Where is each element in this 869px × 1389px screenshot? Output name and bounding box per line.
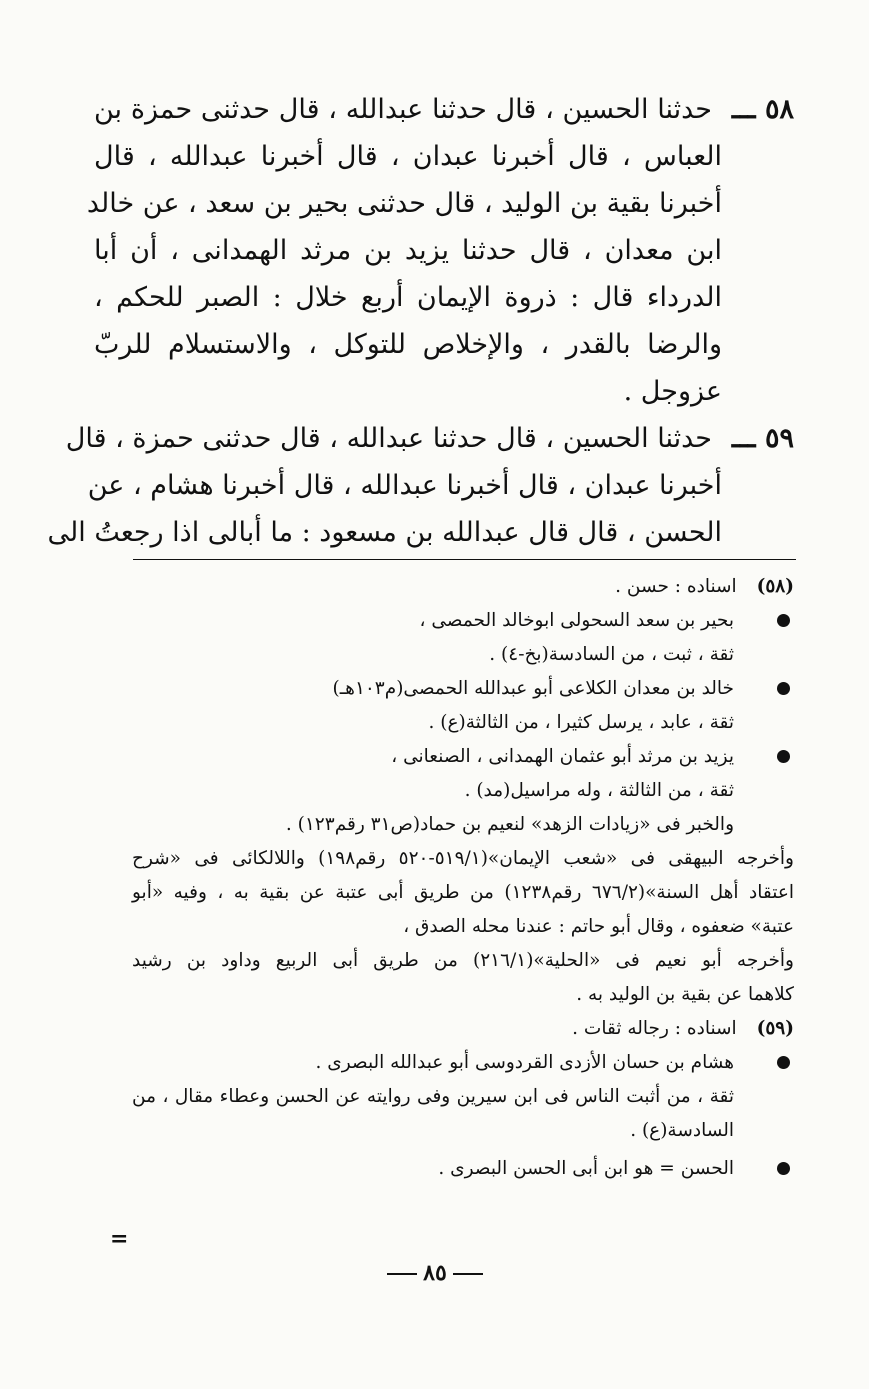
- hadith-58: [86, 86, 794, 415]
- text-line: والرضا بالقدر ، والإخلاص للتوكل ، والاستسلام للربّ: [94, 329, 722, 360]
- hadith-number: ٥٩ ـــ: [731, 423, 794, 454]
- page-number-text: ٨٥: [423, 1260, 447, 1286]
- narrator-item: [132, 1046, 734, 1080]
- footnotes: [132, 570, 794, 1186]
- text-line: حدثنا الحسين ، قال حدثنا عبدالله ، قال حدثنى حمزة ، قال: [65, 423, 712, 454]
- page-number: [360, 1260, 510, 1286]
- dash-right: [453, 1273, 483, 1275]
- note-header-59: [132, 1012, 794, 1046]
- takhrij-line: اعتقاد أهل السنة»(٦٧٦/٢ رقم١٢٣٨) من طريق أبى عتبة عن بقية به ، وفيه «أبو: [132, 882, 794, 903]
- narrator-grade: ثقة ، من أثبت الناس فى ابن سيرين وفى روايته عن الحسن وعطاء مقال ، من: [132, 1086, 734, 1107]
- hadith-number: ٥٨ ـــ: [731, 94, 794, 125]
- text-line: الدرداء قال : ذروة الإيمان أربع خلال : الصبر للحكم ،: [94, 282, 722, 313]
- narrator-name: بحير بن سعد السحولى ابوخالد الحمصى ،: [419, 610, 734, 631]
- narrator-item: [132, 604, 734, 638]
- takhrij-line: كلاهما عن بقية بن الوليد به .: [576, 984, 794, 1005]
- text-line: الحسن ، قال قال عبدالله بن مسعود : ما أبالى اذا رجعتُ الى: [47, 517, 722, 548]
- bullet-icon: [777, 750, 790, 763]
- narrator-item: [132, 1152, 734, 1186]
- text-line: ابن معدان ، قال حدثنا يزيد بن مرثد الهمدانى ، أن أبا: [94, 235, 722, 266]
- note-number: (٥٩): [756, 1018, 794, 1039]
- narrator-name: هشام بن حسان الأزدى القردوسى أبو عبدالله البصرى .: [315, 1052, 734, 1073]
- bullet-icon: [777, 614, 790, 627]
- narrator-item: [132, 740, 734, 774]
- takhrij-line: وأخرجه أبو نعيم فى «الحلية»(٢١٦/١) من طريق أبى الربيع وداود بن رشيد: [132, 950, 794, 971]
- narrator-name: يزيد بن مرثد أبو عثمان الهمدانى ، الصنعانى ،: [391, 746, 734, 767]
- narrator-name: خالد بن معدان الكلاعى أبو عبدالله الحمصى(م١٠٣هـ): [332, 678, 734, 699]
- isnad-grade: اسناده : رجاله ثقات .: [572, 1018, 737, 1039]
- text-line: أخبرنا بقية بن الوليد ، قال حدثنى بحير بن سعد ، عن خالد: [86, 188, 722, 219]
- bullet-icon: [777, 682, 790, 695]
- takhrij-line: والخبر فى «زيادات الزهد» لنعيم بن حماد(ص٣١ رقم١٢٣) .: [285, 814, 734, 835]
- text-line: حدثنا الحسين ، قال حدثنا عبدالله ، قال حدثنى حمزة بن: [94, 94, 712, 125]
- narrator-grade: السادسة(ع) .: [630, 1120, 734, 1141]
- continuation-mark: =: [110, 1226, 129, 1252]
- narrator-item: [132, 672, 734, 706]
- note-number: (٥٨): [756, 576, 794, 597]
- note-header-58: [132, 570, 794, 604]
- takhrij-line: عتبة» ضعفوه ، وقال أبو حاتم : عندنا محله الصدق ،: [403, 916, 794, 937]
- narrator-grade: ثقة ، من الثالثة ، وله مراسيل(مد) .: [464, 780, 734, 801]
- narrator-name: الحسن = هو ابن أبى الحسن البصرى .: [438, 1158, 734, 1179]
- narrator-grade: ثقة ، ثبت ، من السادسة(بخ-٤) .: [489, 644, 734, 665]
- narrator-grade: ثقة ، عابد ، يرسل كثيرا ، من الثالثة(ع) .: [428, 712, 734, 733]
- hadith-59: [47, 415, 794, 556]
- bullet-icon: [777, 1056, 790, 1069]
- footnote-divider: [133, 559, 796, 560]
- text-line: العباس ، قال أخبرنا عبدان ، قال أخبرنا عبدالله ، قال: [94, 141, 722, 172]
- dash-left: [387, 1273, 417, 1275]
- text-line: عزوجل .: [623, 376, 722, 407]
- bullet-icon: [777, 1162, 790, 1175]
- takhrij-line: وأخرجه البيهقى فى «شعب الإيمان»(٥١٩/١-٥٢٠ رقم١٩٨) واللالكائى فى «شرح: [132, 848, 794, 869]
- isnad-grade: اسناده : حسن .: [615, 576, 737, 597]
- text-line: أخبرنا عبدان ، قال أخبرنا عبدالله ، قال أخبرنا هشام ، عن: [87, 470, 722, 501]
- main-text: [47, 86, 794, 556]
